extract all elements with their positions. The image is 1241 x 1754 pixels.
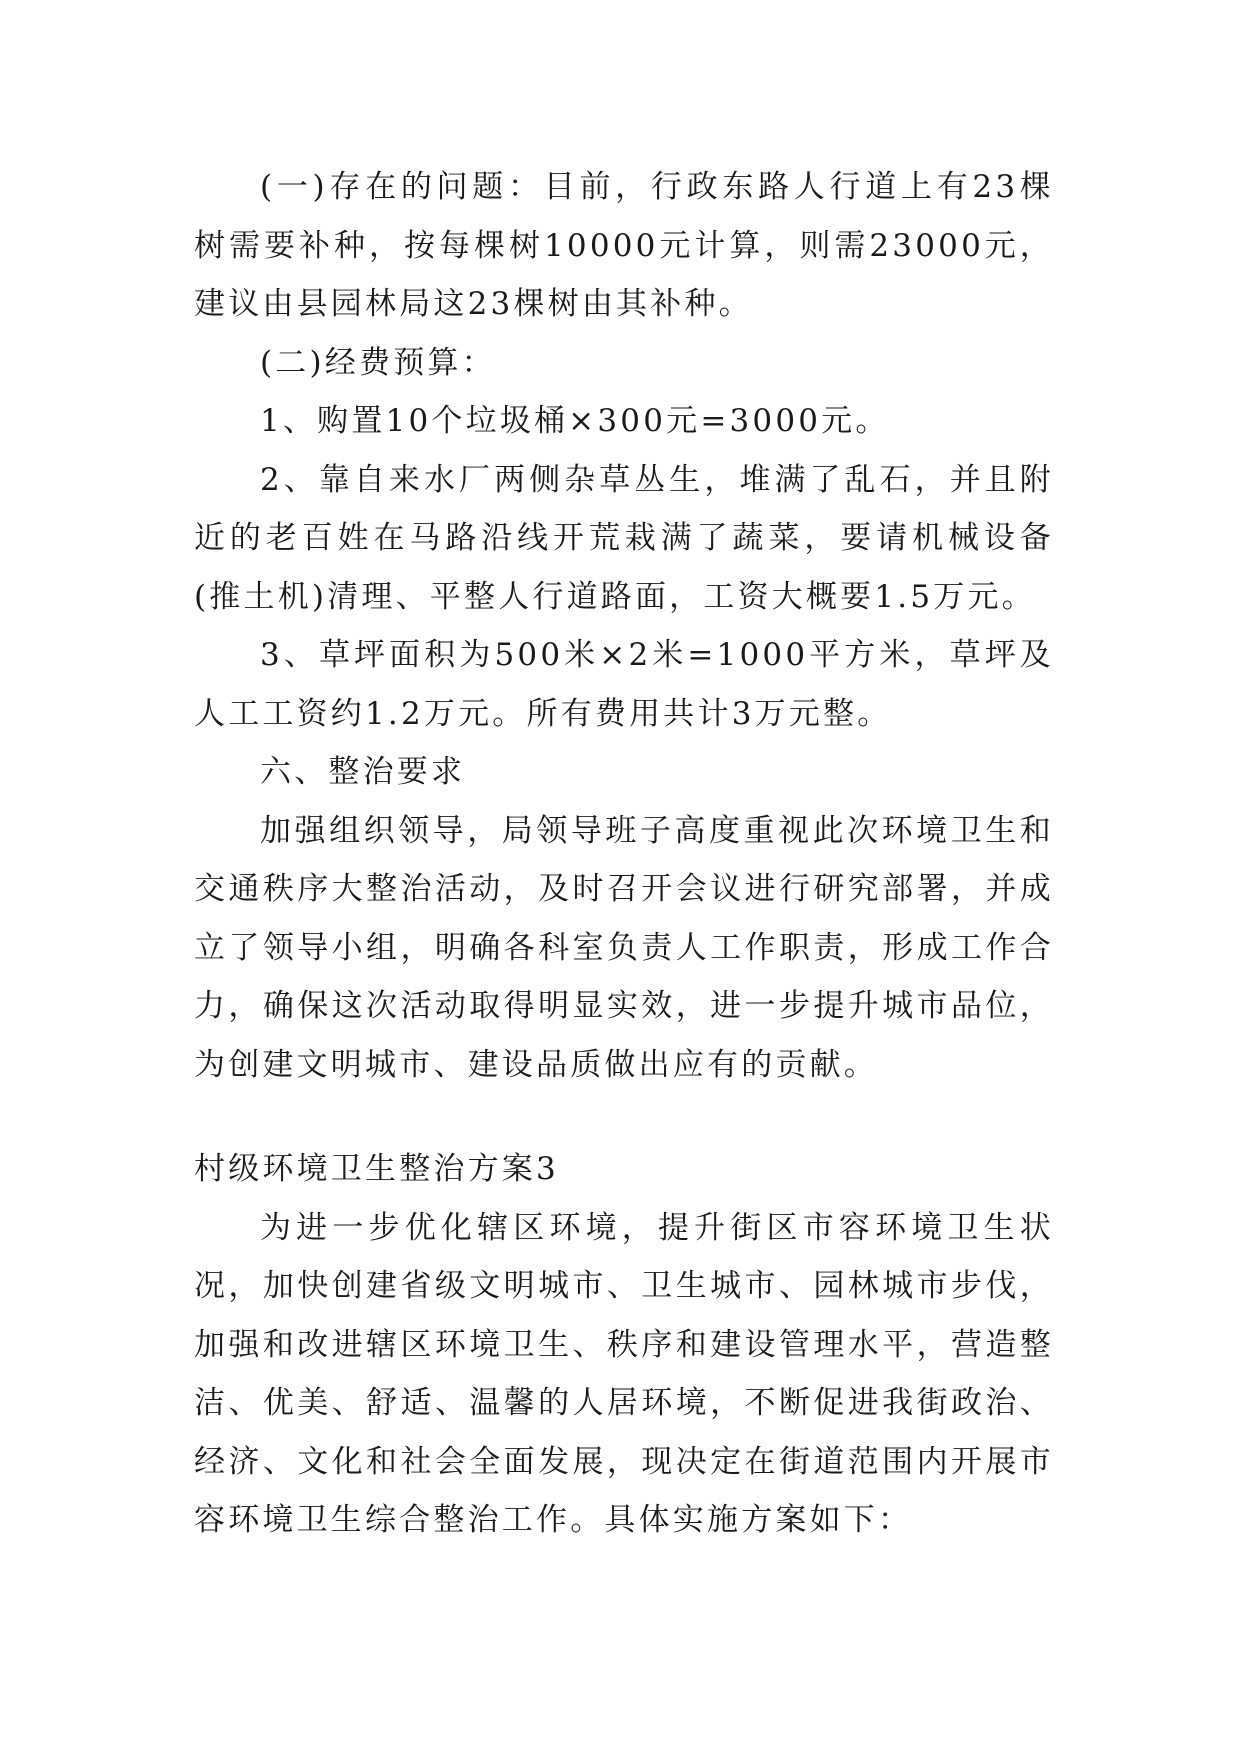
paragraph-existing-problems: (一)存在的问题：目前，行政东路人行道上有23棵树需要补种，按每棵树10000元计算，则需23000元，建议由县园林局这23棵树由其补种。 xyxy=(194,169,1054,322)
section-title: 村级环境卫生整治方案3 xyxy=(194,1151,559,1187)
paragraph-budget-heading: (二)经费预算： xyxy=(260,344,496,381)
paragraph-requirements-heading: 六、整治要求 xyxy=(260,754,466,790)
paragraph-requirements-body: 加强组织领导，局领导班子高度重视此次环境卫生和交通秩序大整治活动，及时召开会议进行研究部署，并成立了领导小组，明确各科室负责人工作职责，形成工作合力，确保这次活动取得明显实效，进一步提升城市品位，为创建文明城市、建设品质做出应有的贡献。 xyxy=(194,812,1054,1083)
paragraph-plan-intro: 为进一步优化辖区环境，提升街区市容环境卫生状况，加快创建省级文明城市、卫生城市、园林城市步伐，加强和改进辖区环境卫生、秩序和建设管理水平，营造整洁、优美、舒适、温馨的人居环境，不断促进我街政治、经济、文化和社会全面发展，现决定在街道范围内开展市容环境卫生综合整治工作。具体实施方案如下： xyxy=(194,1209,1054,1538)
document-body xyxy=(194,158,1054,1550)
section-spacer xyxy=(194,1094,1054,1140)
paragraph-budget-item-1: 1、购置10个垃圾桶×300元=3000元。 xyxy=(260,403,890,439)
paragraph-budget-item-3: 3、草坪面积为500米×2米=1000平方米，草坪及人工工资约1.2万元。所有费用共计3万元整。 xyxy=(194,637,1054,732)
paragraph-budget-item-2: 2、靠自来水厂两侧杂草丛生，堆满了乱石，并且附近的老百姓在马路沿线开荒栽满了蔬菜，要请机械设备(推土机)清理、平整人行道路面，工资大概要1.5万元。 xyxy=(194,461,1054,615)
